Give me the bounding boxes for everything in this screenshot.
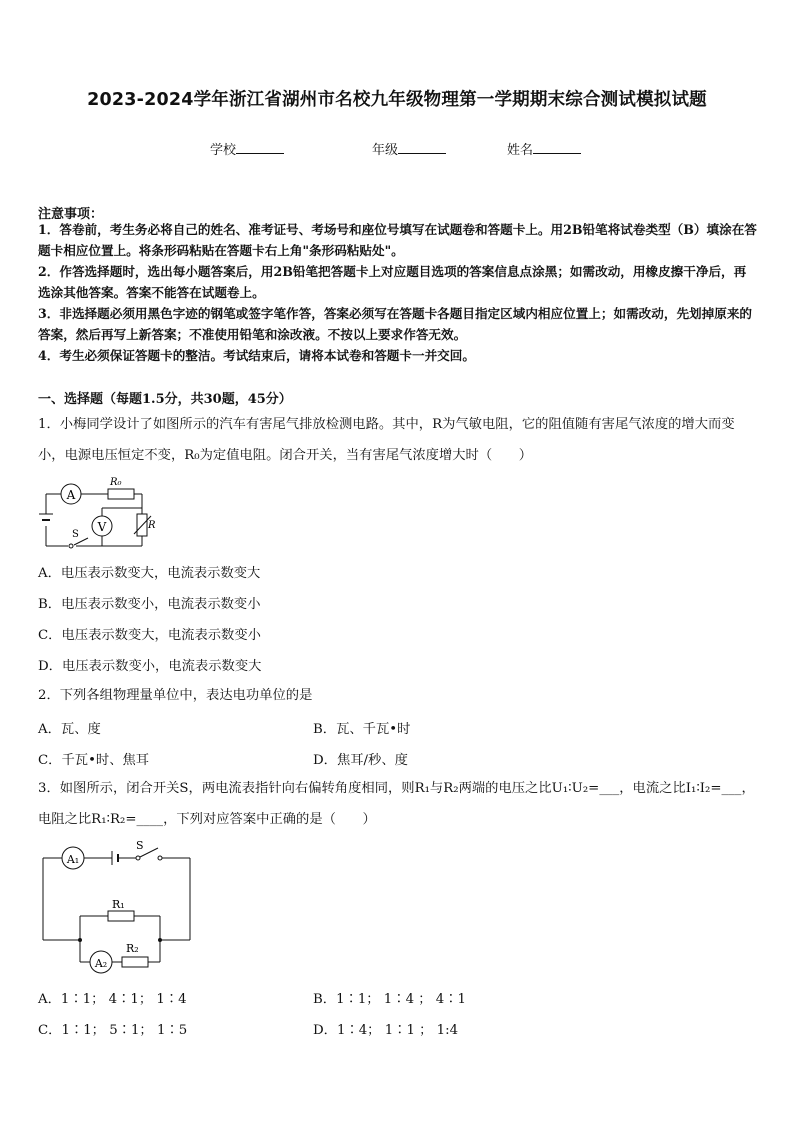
question-2-option-b: B．瓦、千瓦•时 [313, 722, 411, 737]
notice-item-4: 4．考生必须保证答题卡的整洁。考试结束后，请将本试卷和答题卡一并交回。 [38, 348, 475, 363]
question-3-circuit-diagram [36, 838, 196, 978]
school-field [210, 139, 284, 158]
question-2-option-d: D．焦耳/秒、度 [313, 753, 408, 768]
question-1-circuit-diagram [36, 474, 166, 554]
grade-label: 年级 [372, 143, 399, 158]
ammeter-label: A [66, 488, 76, 502]
grade-blank [398, 141, 446, 154]
question-1-option-d: D．电压表示数变小，电流表示数变大 [38, 659, 262, 674]
switch-contact [136, 856, 140, 860]
notice-item-1: 1．答卷前，考生务必将自己的姓名、准考证号、考场号和座位号填写在试题卷和答题卡上。用2B铅笔将试卷类型（B）填涂在答题卡相应位置上。将条形码粘贴在答题卡右上角"条形码粘贴处"。 [38, 222, 757, 258]
question-2-option-a: A．瓦、度 [38, 722, 101, 737]
r1-label: R₁ [112, 898, 125, 911]
question-1-text: 1．小梅同学设计了如图所示的汽车有害尾气排放检测电路。其中，R为气敏电阻，它的阻值随有害尾气浓度的增大而变小，电源电压恒定不变，R₀为定值电阻。闭合开关，当有害尾气浓度增大时（ ） [38, 417, 735, 463]
page-title: 2023-2024学年浙江省湖州市名校九年级物理第一学期期末综合测试模拟试题 [87, 90, 707, 110]
question-3-option-a: A．1∶1； 4∶1； 1∶4 [38, 992, 187, 1007]
r0-label: R₀ [110, 477, 122, 488]
question-1-option-c: C．电压表示数变大，电流表示数变小 [38, 628, 261, 643]
name-blank [533, 141, 581, 154]
school-blank [236, 141, 284, 154]
switch-contact-2 [158, 856, 162, 860]
switch-label: S [136, 839, 144, 852]
school-label: 学校 [210, 143, 237, 158]
section-heading: 一、选择题（每题1.5分，共30题，45分） [38, 392, 292, 407]
question-2-text: 2．下列各组物理量单位中，表达电功单位的是 [38, 688, 313, 703]
name-field [507, 139, 581, 158]
question-1-option-a: A．电压表示数变大，电流表示数变大 [38, 566, 261, 581]
a1-label: A₁ [66, 853, 80, 866]
switch-label: S [72, 529, 79, 540]
name-label: 姓名 [507, 143, 534, 158]
voltmeter-label: V [97, 520, 107, 534]
question-3-option-c: C．1∶1； 5∶1； 1∶5 [38, 1023, 188, 1038]
question-3-option-b: B．1∶1； 1∶4 ； 4∶1 [313, 992, 466, 1007]
junction-left [78, 938, 82, 942]
r-label: R [148, 520, 156, 531]
a2-label: A₂ [94, 957, 108, 970]
notice-heading: 注意事项： [38, 207, 104, 222]
junction-right [158, 938, 162, 942]
notice-item-3: 3．非选择题必须用黑色字迹的钢笔或签字笔作答，答案必须写在答题卡各题目指定区域内相应位置上；如需改动，先划掉原来的答案，然后再写上新答案；不准使用铅笔和涂改液。不按以上要求作答无效。 [38, 306, 753, 342]
question-3-option-d: D．1∶4； 1∶1 ； 1:4 [313, 1023, 459, 1038]
switch-contact [69, 544, 73, 548]
question-2-option-c: C．千瓦•时、焦耳 [38, 753, 150, 768]
question-1-option-b: B．电压表示数变小，电流表示数变小 [38, 597, 261, 612]
grade-field [372, 139, 446, 158]
question-3-text: 3．如图所示，闭合开关S，两电流表指针向右偏转角度相同，则R₁与R₂两端的电压之比U₁∶U₂=___，电流之比I₁∶I₂=___，电阻之比R₁∶R₂=____，下列对应答案中正确的是（ ） [38, 781, 755, 827]
notice-item-2: 2．作答选择题时，选出每小题答案后，用2B铅笔把答题卡上对应题目选项的答案信息点涂黑；如需改动，用橡皮擦干净后，再选涂其他答案。答案不能答在试题卷上。 [38, 264, 747, 300]
r2-label: R₂ [126, 942, 139, 955]
